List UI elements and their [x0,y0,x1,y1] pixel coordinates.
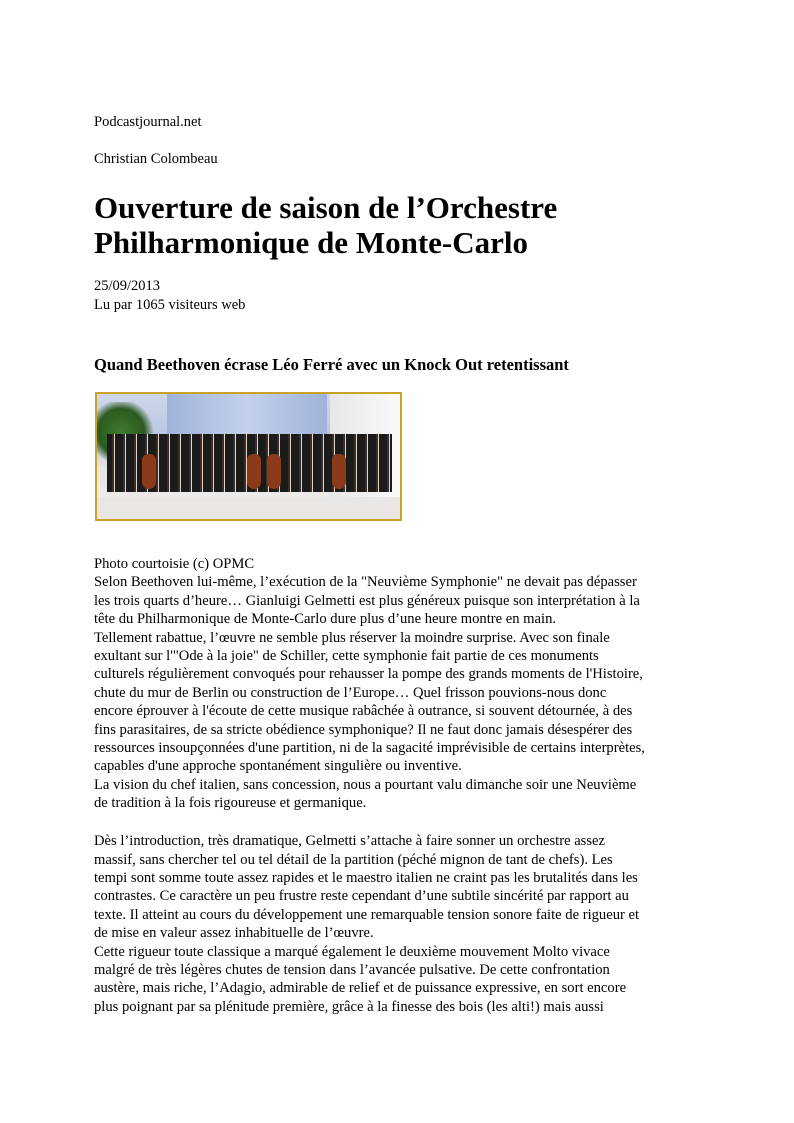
publish-date: 25/09/2013 [94,278,161,294]
paragraph-line: ressources insoupçonnées d'une partition, ni de la sagacité imprévisible de certains interprètes, [94,740,645,757]
source-name: Podcastjournal.net [94,114,202,130]
article-subtitle: Quand Beethoven écrase Léo Ferré avec un Knock Out retentissant [94,355,569,374]
paragraph-line: Cette rigueur toute classique a marqué également le deuxième mouvement Molto vivace [94,943,610,960]
paragraph-line: malgré de très légères chutes de tension dans l’avancée pulsative. De cette confrontation [94,962,610,979]
paragraph-line: culturels régulièrement convoqués pour rehausser la pompe des grands moments de l'Histoire, [94,666,643,683]
article-title [94,190,557,260]
paragraph-line: fins parasitaires, de sa stricte obédience symphonique? Il ne faut donc jamais désespérer des [94,721,633,738]
paragraph [94,573,645,812]
title-line: Philharmonique de Monte-Carlo [94,225,528,260]
paragraph-line: Dès l’introduction, très dramatique, Gelmetti s’attache à faire sonner un orchestre assez [94,833,605,850]
paragraph-line: les trois quarts d’heure… Gianluigi Gelmetti est plus généreux puisque son interprétation à la [94,592,640,609]
paragraph-line: La vision du chef italien, sans concession, nous a pourtant valu dimanche soir une Neuvième [94,776,637,793]
orchestra-photo [95,392,402,521]
paragraph [94,832,645,1016]
paragraph-line: chute du mur de Berlin ou construction de l’Europe… Quel frisson pouvions-nous donc [94,684,607,701]
paragraph-line: tempi sont somme toute assez rapides et le maestro italien ne craint pas les brutalités dans les [94,870,638,886]
paragraph-line: texte. Il atteint au cours du développement une remarquable tension sonore faite de rigueur et [94,906,640,923]
paragraph-line: Tellement rabattue, l’œuvre ne semble plus réserver la moindre surprise. Avec son finale [94,629,610,646]
paragraph-line: austère, mais riche, l’Adagio, admirable de relief et de puissance expressive, en sort encore [94,980,627,997]
paragraph-line: Selon Beethoven lui-même, l’exécution de la "Neuvième Symphonie" ne devait pas dépasser [94,574,637,591]
photo-credit: Photo courtoisie (c) OPMC [94,556,255,572]
paragraph-line: plus poignant par sa plénitude première, grâce à la finesse des bois (les alti!) mais aussi [94,998,604,1015]
paragraph-line: contrastes. Ce caractère un peu frustre reste cependant d’une subtile sincérité par rapport au [94,888,629,905]
title-line: Ouverture de saison de l’Orchestre [94,190,558,225]
author-name: Christian Colombeau [94,151,218,167]
paragraph-line: capables d'une approche spontanément singulière ou inventive. [94,758,462,775]
article-body [94,555,645,1016]
view-count: Lu par 1065 visiteurs web [94,297,246,313]
paragraph-line: massif, sans chercher tel ou tel détail de la partition (péché mignon de tant de chefs). Les [94,851,613,868]
paragraph-line: exultant sur l'"Ode à la joie" de Schiller, cette symphonie fait partie de ces monuments [94,648,599,665]
paragraph-line: de tradition à la fois rigoureuse et germanique. [94,795,367,812]
paragraph-line: encore éprouver à l'écoute de cette musique rabâchée à outrance, si souvent détournée, à des [94,703,633,720]
paragraph-line: de mise en valeur assez inhabituelle de l’œuvre. [94,925,374,942]
paragraph-line: tête du Philharmonique de Monte-Carlo dure plus d’une heure montre en main. [94,611,557,628]
